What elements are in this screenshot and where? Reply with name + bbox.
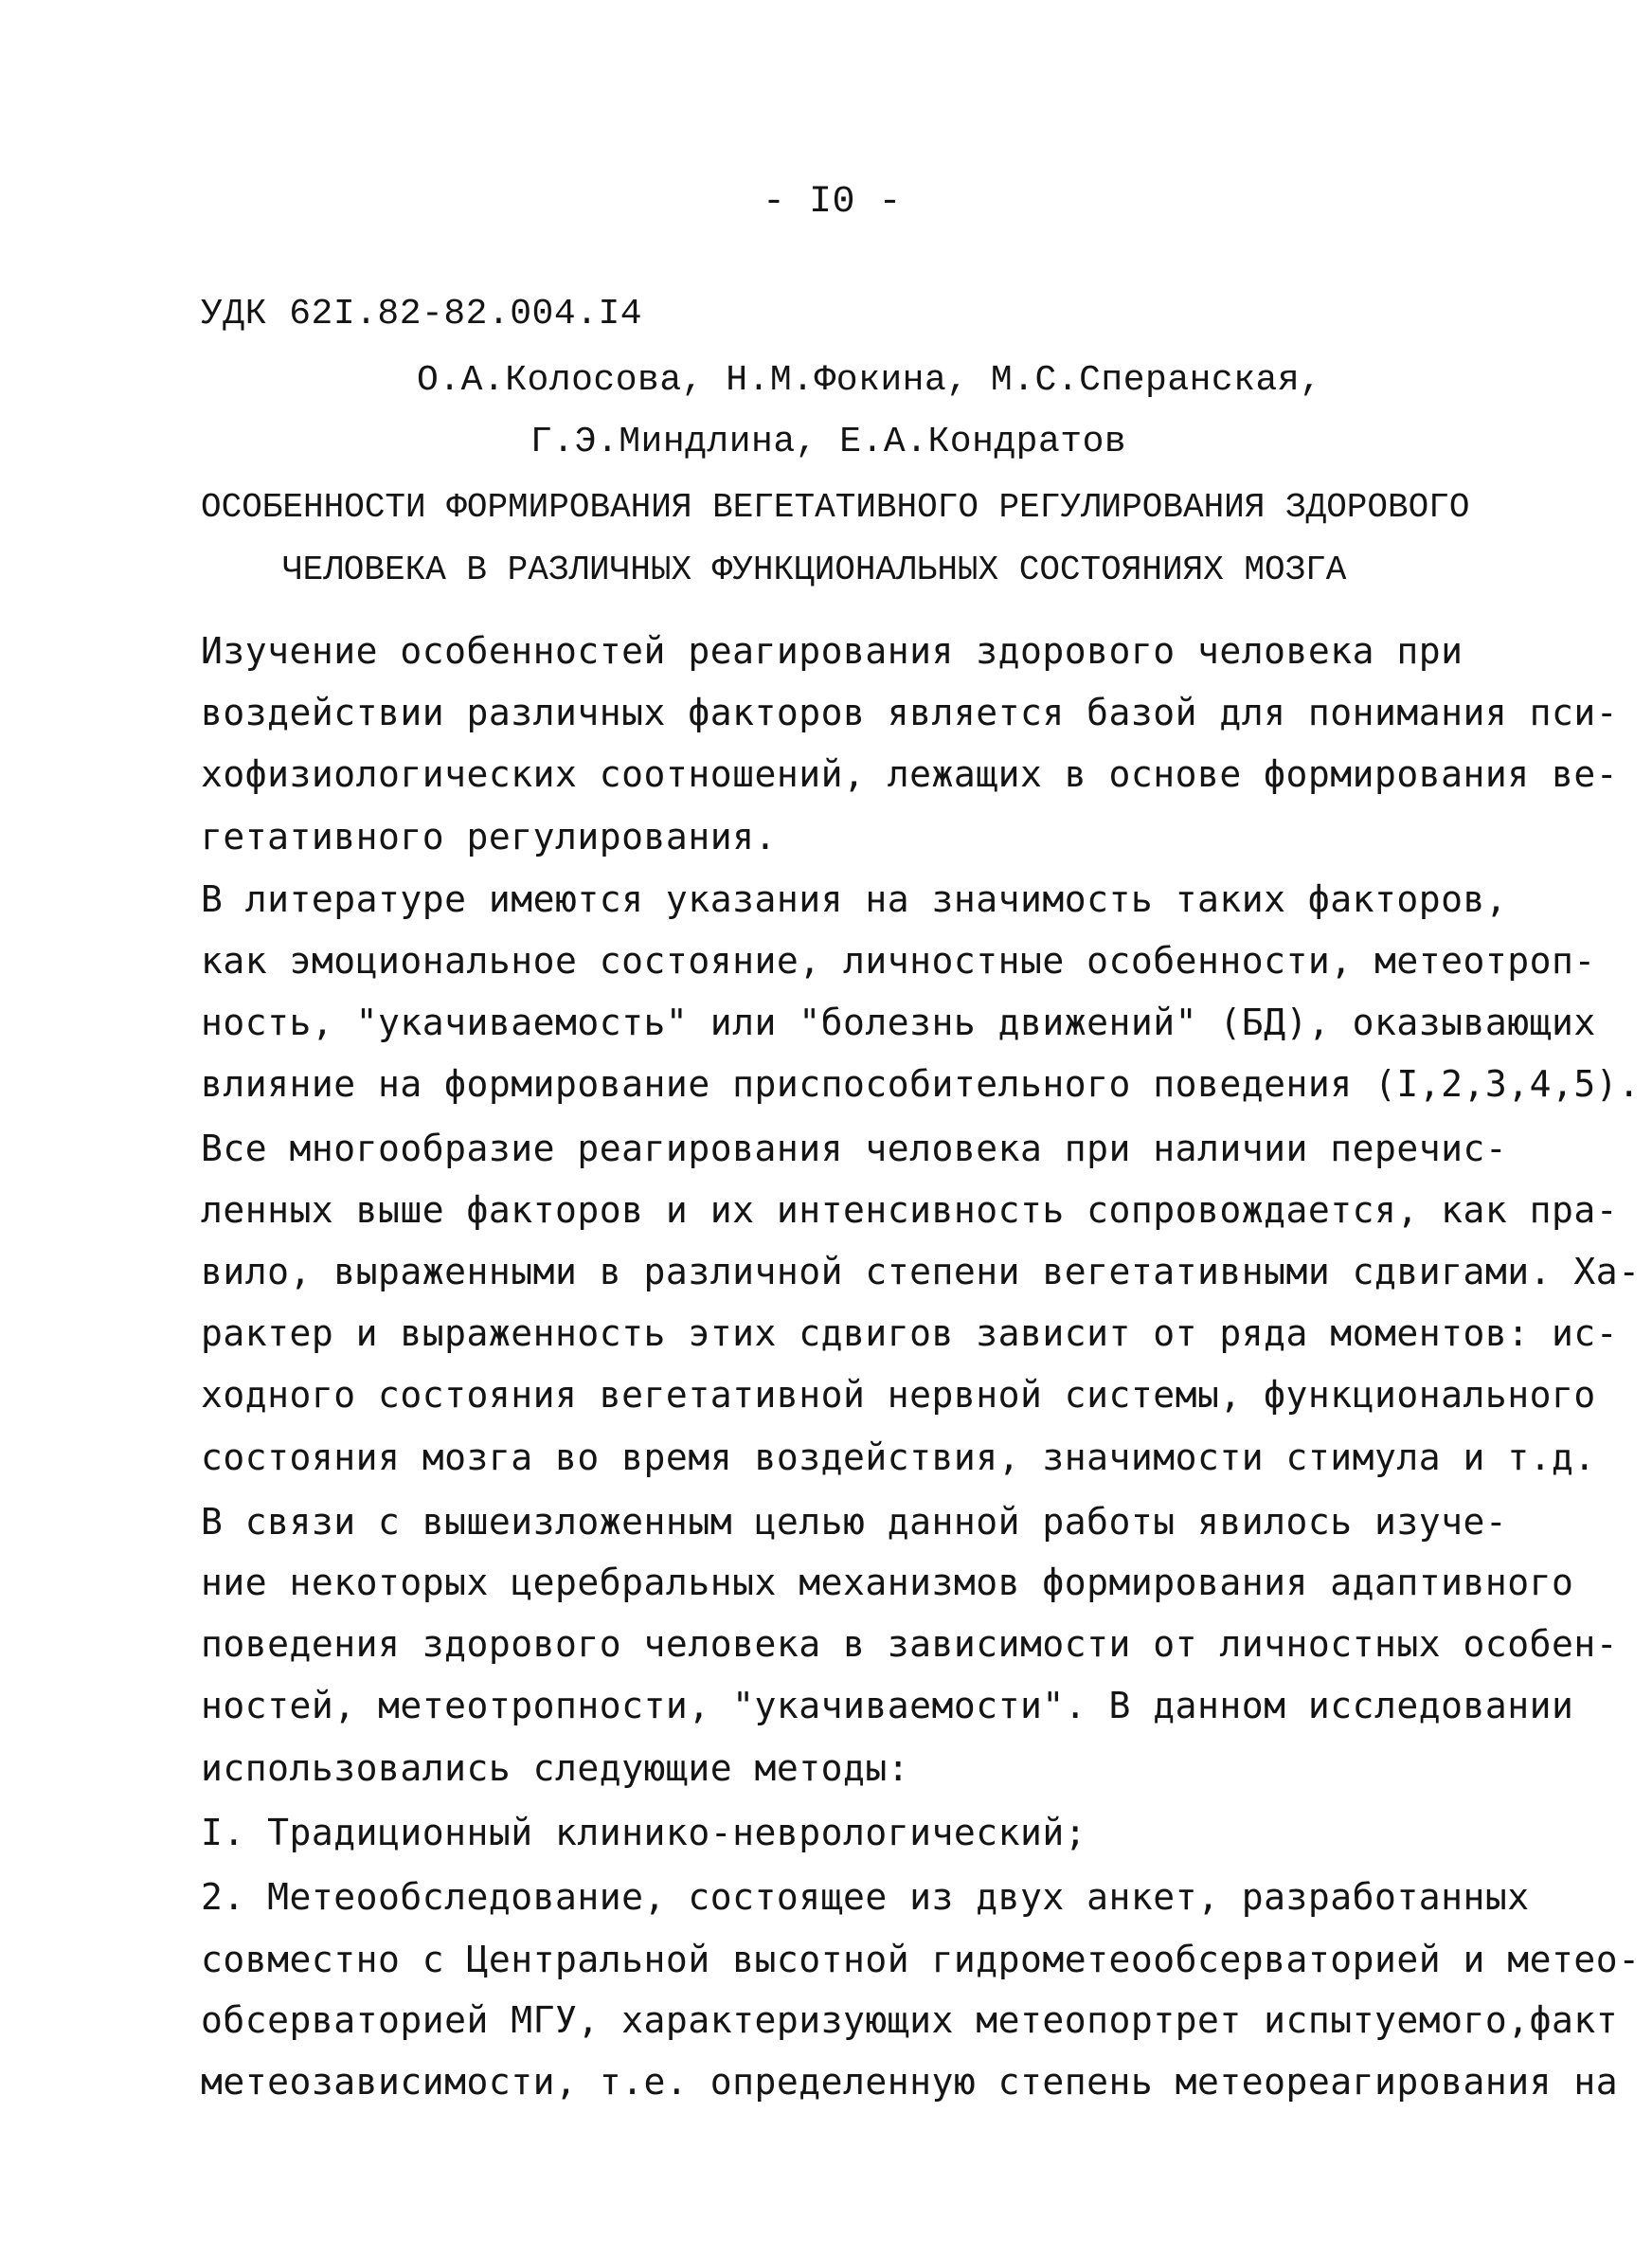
body-line: обсерваторией МГУ, характеризующих метеопортрет испытуемого,факт	[201, 1999, 1619, 2041]
article-title-line-2: ЧЕЛОВЕКА В РАЗЛИЧНЫХ ФУНКЦИОНАЛЬНЫХ СОСТОЯНИЯХ МОЗГА	[282, 551, 1347, 589]
body-line: ленных выше факторов и их интенсивность сопровождается, как пра-	[201, 1189, 1619, 1231]
body-line: ние некоторых церебральных механизмов формирования адаптивного	[201, 1562, 1574, 1603]
body-line: рактер и выраженность этих сдвигов зависит от ряда моментов: ис-	[201, 1312, 1619, 1354]
body-line: ность, "укачиваемость" или "болезнь движений" (БД), оказывающих	[201, 1002, 1596, 1043]
body-line: ностей, метеотропности, "укачиваемости". В данном исследовании	[201, 1685, 1574, 1726]
body-line: Изучение особенностей реагирования здорового человека при	[201, 630, 1463, 672]
page-number: - I0 -	[763, 181, 903, 224]
body-line: вило, выраженными в различной степени вегетативными сдвигами. Ха-	[201, 1251, 1641, 1292]
body-line: 2. Метеообследование, состоящее из двух анкет, разработанных	[201, 1876, 1530, 1918]
body-line: воздействии различных факторов является базой для понимания пси-	[201, 692, 1619, 733]
authors-line-1: О.А.Колосова, Н.М.Фокина, М.С.Сперанская,	[417, 360, 1322, 401]
article-title-line-1: ОСОБЕННОСТИ ФОРМИРОВАНИЯ ВЕГЕТАТИВНОГО РЕГУЛИРОВАНИЯ ЗДОРОВОГО	[201, 488, 1470, 527]
body-line: Все многообразие реагирования человека при наличии перечис-	[201, 1128, 1508, 1169]
body-line: хофизиологических соотношений, лежащих в основе формирования ве-	[201, 753, 1619, 795]
body-line: как эмоциональное состояние, личностные особенности, метеотроп-	[201, 940, 1596, 982]
body-line: поведения здорового человека в зависимости от личностных особен-	[201, 1623, 1619, 1665]
body-line: использовались следующие методы:	[201, 1747, 910, 1789]
body-line: влияние на формирование приспособительного поведения (I,2,3,4,5).	[201, 1063, 1641, 1105]
body-line: метеозависимости, т.е. определенную степень метеореагирования на	[201, 2061, 1619, 2103]
body-line: состояния мозга во время воздействия, значимости стимула и т.д.	[201, 1436, 1596, 1478]
body-line: В связи с вышеизложенным целью данной работы явилось изуче-	[201, 1501, 1508, 1543]
body-line: ходного состояния вегетативной нервной системы, функционального	[201, 1374, 1596, 1416]
authors-line-2: Г.Э.Миндлина, Е.А.Кондратов	[530, 422, 1127, 462]
body-line: совместно с Центральной высотной гидрометеообсерваторией и метео-	[201, 1939, 1641, 1980]
body-line: В литературе имеются указания на значимость таких факторов,	[201, 878, 1508, 920]
udk-code: УДК 62I.82-82.004.I4	[201, 294, 643, 334]
body-line: гетативного регулирования.	[201, 816, 777, 858]
body-line: I. Традиционный клинико-неврологический;	[201, 1812, 1087, 1853]
